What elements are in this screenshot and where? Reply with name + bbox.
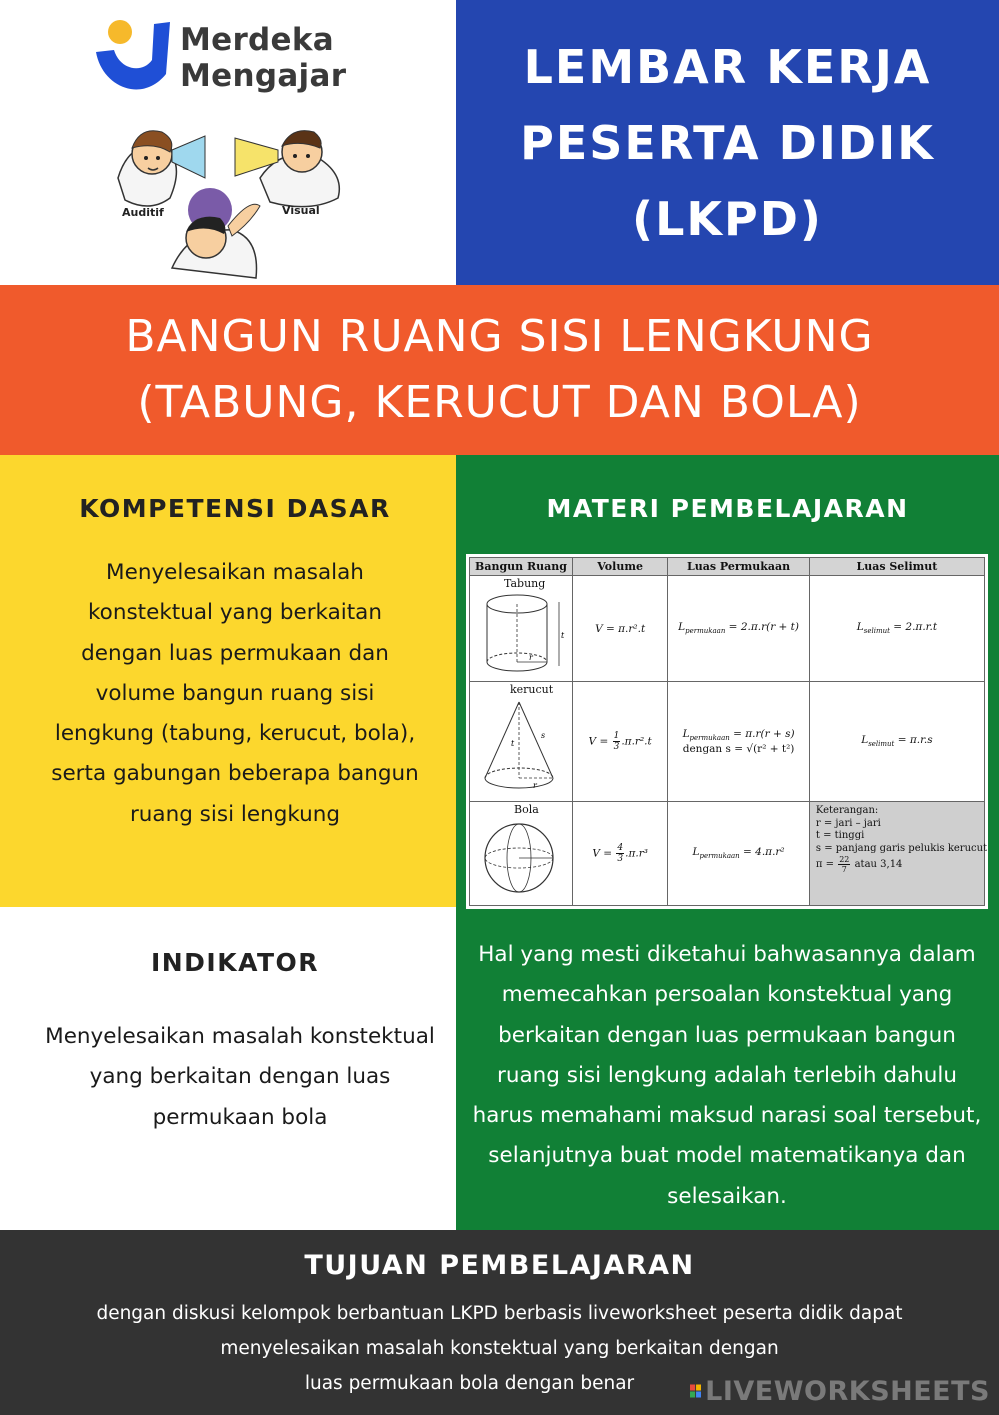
keterangan-title: Keterangan:	[815, 805, 879, 816]
bola-volume	[573, 802, 668, 906]
learning-styles-illustration	[110, 118, 355, 280]
tabung-luas-permukaan	[668, 576, 810, 682]
lp-sub: permukaan	[699, 852, 740, 861]
tabung-shape-cell	[470, 576, 573, 682]
frac-num: 4	[617, 843, 624, 853]
table-row	[470, 682, 985, 802]
fraction	[613, 731, 621, 752]
title-line2: PESERTA DIDIK	[520, 115, 935, 170]
auditif-kid-drawing	[118, 131, 205, 206]
pi-prefix: π =	[815, 859, 835, 870]
tabung-luas-selimut	[809, 576, 984, 682]
tujuan-heading: TUJUAN PEMBELAJARAN	[304, 1250, 695, 1281]
frac-num: 22	[839, 855, 850, 864]
ls-rest: = 2.π.r.t	[889, 621, 938, 634]
formula-table	[469, 557, 988, 906]
tabung-volume: V = π.r².t	[573, 576, 668, 682]
auditif-label: Auditif	[122, 206, 164, 219]
frac-den: 7	[841, 865, 847, 874]
kerucut-luas-permukaan	[668, 682, 810, 802]
bola-luas-permukaan	[668, 802, 810, 906]
tabung-dim-r: r	[529, 653, 533, 662]
indikator-heading: INDIKATOR	[150, 948, 320, 977]
liveworksheets-watermark	[690, 1375, 990, 1407]
visual-kid-drawing	[235, 131, 339, 207]
kerucut-shape-cell	[470, 682, 573, 802]
brand-name-line1: Merdeka	[180, 22, 335, 58]
frac-num: 1	[613, 731, 620, 741]
keterangan-s: s = panjang garis pelukis kerucut	[815, 842, 988, 854]
lp-rest: = 4.π.r²	[739, 846, 785, 859]
cone-figure	[471, 696, 571, 796]
ls-sub: selimut	[868, 740, 895, 749]
header-luas-permukaan: Luas Permukaan	[668, 558, 810, 576]
lp-sub: permukaan	[689, 734, 730, 743]
visual-label: Visual	[282, 204, 320, 217]
kerucut-dim-r: r	[533, 781, 537, 790]
fraction	[616, 843, 624, 864]
keterangan-r: r = jari – jari	[815, 817, 881, 829]
header-volume: Volume	[573, 558, 668, 576]
header-luas-selimut: Luas Selimut	[809, 558, 984, 576]
table-row	[470, 576, 985, 682]
pi-rest: atau 3,14	[854, 859, 903, 870]
v-rest: .π.r².t	[621, 735, 652, 748]
frac-den: 3	[613, 742, 620, 752]
tujuan-line1: dengan diskusi kelompok berbantuan LKPD berbasis liveworksheet peserta didik dapat	[96, 1303, 903, 1324]
cylinder-figure	[471, 590, 571, 678]
materi-heading: MATERI PEMBELAJARAN	[546, 494, 909, 523]
indikator-text: Menyelesaikan masalah konstektual yang berkaitan dengan luas permukaan bola	[45, 1024, 435, 1130]
kerucut-dim-s: s	[541, 731, 546, 740]
topic-banner	[0, 285, 999, 455]
lp-symbol: L	[682, 728, 690, 741]
kinesthetic-kid-drawing	[172, 188, 260, 278]
title-line1: LEMBAR KERJA	[523, 39, 932, 94]
v-prefix: V =	[592, 847, 613, 860]
watermark-text: LIVEWORKSHEETS	[705, 1375, 990, 1407]
materi-text: Hal yang mesti diketahui bahwasannya dalam memecahkan persoalan konstektual yang berkaitan dengan luas permukaan bangun ruang sisi lengkung adalah terlebih dahulu harus memahami maksud narasi soal tersebut, selanjutnya buat model matematikanya dan selesaikan.	[472, 942, 982, 1209]
lp-symbol: L	[692, 846, 700, 859]
kerucut-name: kerucut	[510, 683, 554, 696]
brand-name-line2: Mengajar	[180, 58, 347, 94]
keterangan-t: t = tinggi	[815, 830, 865, 841]
kompetensi-dasar-heading: KOMPETENSI DASAR	[79, 494, 391, 523]
ls-rest: = π.r.s	[894, 734, 933, 747]
lp-rest: = π.r(r + s)	[729, 728, 795, 741]
kerucut-luas-selimut	[809, 682, 984, 802]
tujuan-line2: menyelesaikan masalah konstektual yang berkaitan dengan	[220, 1338, 779, 1359]
title-line3: (LKPD)	[632, 191, 823, 246]
lp-sub: permukaan	[685, 627, 726, 636]
table-header-row	[470, 558, 985, 576]
ls-sub: selimut	[863, 627, 890, 636]
liveworksheets-logo-icon	[690, 1377, 701, 1405]
v-rest: .π.r³	[625, 847, 648, 860]
v-prefix: V =	[588, 735, 609, 748]
topic-line1: BANGUN RUANG SISI LENGKUNG	[125, 311, 874, 362]
ls-symbol: L	[861, 734, 869, 747]
kerucut-dim-t: t	[511, 739, 515, 748]
bola-shape-cell	[470, 802, 573, 906]
lp-symbol: L	[678, 621, 686, 634]
topic-line2: (TABUNG, KERUCUT DAN BOLA)	[137, 377, 862, 428]
lp-line2: dengan s = √(r² + t²)	[682, 742, 795, 755]
formula-table-image	[466, 554, 988, 909]
fraction	[838, 855, 850, 874]
keterangan-pi	[816, 855, 978, 874]
lp-rest: = 2.π.r(r + t)	[725, 621, 799, 634]
table-row	[470, 802, 985, 906]
ls-symbol: L	[856, 621, 864, 634]
title-panel	[456, 0, 999, 285]
tabung-name: Tabung	[504, 577, 546, 590]
kompetensi-dasar-text: Menyelesaikan masalah konstektual yang berkaitan dengan luas permukaan dan volume bangun ruang sisi lengkung (tabung, kerucut, bola), serta gabungan beberapa bangun ruang sisi lengkung	[51, 560, 419, 827]
tabung-dim-t: t	[561, 631, 565, 640]
tujuan-line3: luas permukaan bola dengan benar	[304, 1373, 635, 1394]
sphere-figure	[471, 816, 571, 900]
bola-name: Bola	[514, 803, 539, 816]
kerucut-volume	[573, 682, 668, 802]
keterangan-cell	[809, 802, 988, 906]
merdeka-mengajar-logo-icon	[92, 12, 172, 104]
frac-den: 3	[617, 854, 624, 864]
header-bangun-ruang: Bangun Ruang	[470, 558, 573, 576]
